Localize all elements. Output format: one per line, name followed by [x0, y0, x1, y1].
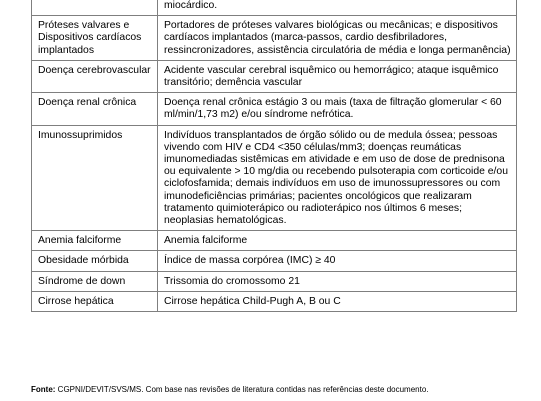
condition-cell — [32, 0, 158, 16]
table-row — [32, 0, 517, 16]
source-note — [31, 385, 429, 395]
source-text: CGPNI/DEVIT/SVS/MS. Com base nas revisões de literatura contidas nas referências deste documento. — [55, 385, 429, 394]
criteria-cell: Portadores de próteses valvares biológicas ou mecânicas; e dispositivos cardíacos implantados (marca-passos, cardio desfibriladores, ressincronizadores, assistência circulatória de média e longa permanência) — [158, 16, 517, 61]
table-row — [32, 291, 517, 311]
table-row — [32, 125, 517, 231]
criteria-cell: Doença renal crônica estágio 3 ou mais (taxa de filtração glomerular < 60 ml/min/1,73 m2) e/ou síndrome nefrótica. — [158, 93, 517, 125]
criteria-cell: Trissomia do cromossomo 21 — [158, 271, 517, 291]
criteria-cell: miocárdico. — [158, 0, 517, 16]
criteria-cell: Cirrose hepática Child-Pugh A, B ou C — [158, 291, 517, 311]
table-row — [32, 231, 517, 251]
condition-cell: Doença cerebrovascular — [32, 60, 158, 92]
table-row — [32, 251, 517, 271]
table-row — [32, 271, 517, 291]
criteria-cell: Índice de massa corpórea (IMC) ≥ 40 — [158, 251, 517, 271]
comorbidities-table — [31, 0, 517, 312]
condition-cell: Próteses valvares e Dispositivos cardíacos implantados — [32, 16, 158, 61]
condition-cell: Imunossuprimidos — [32, 125, 158, 231]
table-row — [32, 93, 517, 125]
table-row — [32, 16, 517, 61]
criteria-cell: Indivíduos transplantados de órgão sólido ou de medula óssea; pessoas vivendo com HIV e CD4 <350 células/mm3; doenças reumáticas imunomediadas sistêmicas em atividade e em uso de dose de prednisona ou equivalente > 10 mg/dia ou recebendo pulsoterapia com corticoide e/ou ciclofosfamida; demais indivíduos em uso de imunossupressores ou com imunodeficiências primárias; pacientes oncológicos que realizaram tratamento quimioterápico ou radioterápico nos últimos 6 meses; neoplasias hematológicas. — [158, 125, 517, 231]
criteria-cell: Anemia falciforme — [158, 231, 517, 251]
criteria-cell: Acidente vascular cerebral isquêmico ou hemorrágico; ataque isquêmico transitório; demência vascular — [158, 60, 517, 92]
condition-cell: Síndrome de down — [32, 271, 158, 291]
condition-cell: Doença renal crônica — [32, 93, 158, 125]
table-row — [32, 60, 517, 92]
condition-cell: Cirrose hepática — [32, 291, 158, 311]
condition-cell: Anemia falciforme — [32, 231, 158, 251]
source-label: Fonte: — [31, 385, 56, 394]
condition-cell: Obesidade mórbida — [32, 251, 158, 271]
